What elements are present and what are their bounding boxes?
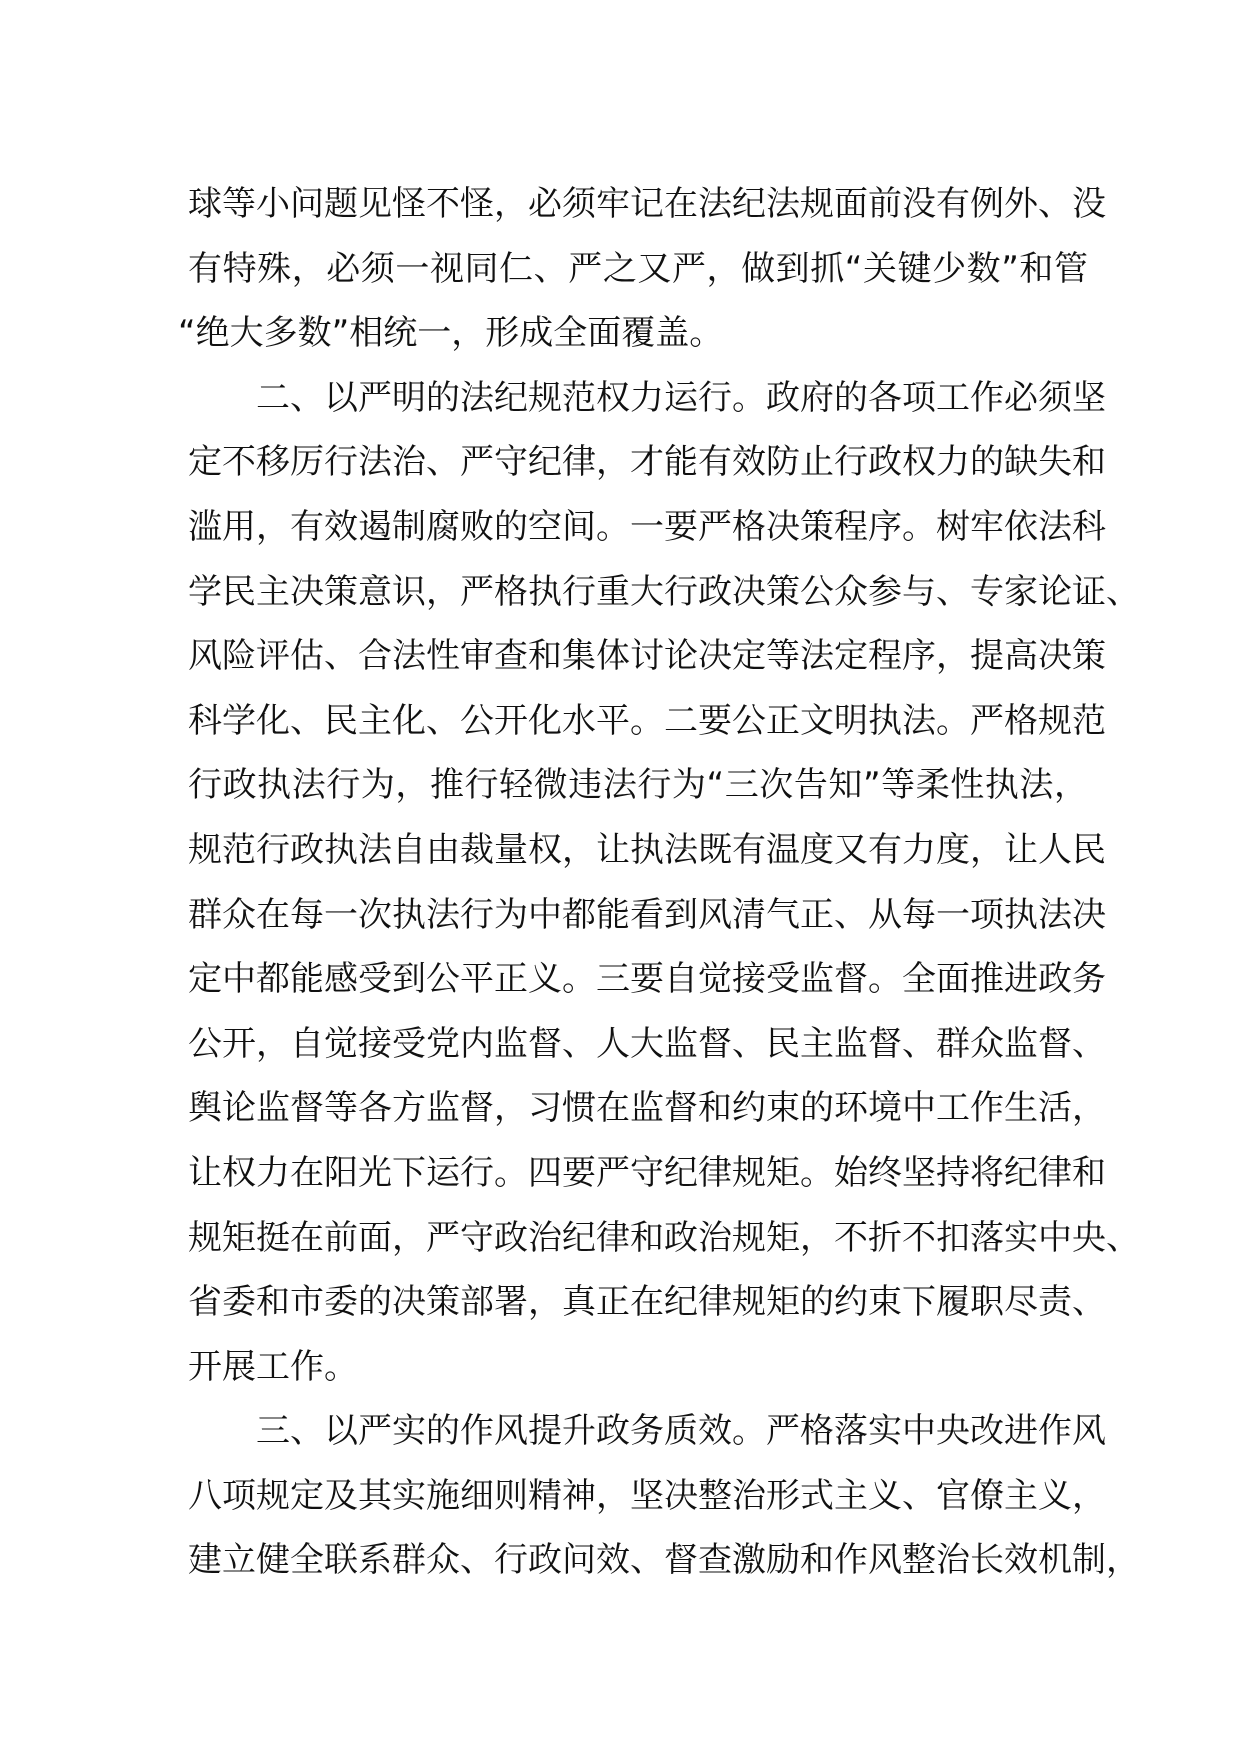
text-line-8: 风险评估、合法性审查和集体讨论决定等法定程序，提高决策 <box>188 636 1106 677</box>
text-line-10: 行政执法行为，推行轻微违法行为“三次告知”等柔性执法， <box>188 765 1088 806</box>
text-line-6: 滥用，有效遏制腐败的空间。一要严格决策程序。树牢依法科 <box>188 506 1106 547</box>
body-text <box>178 172 1140 1593</box>
text-line-7: 学民主决策意识，严格执行重大行政决策公众参与、专家论证、 <box>188 571 1140 612</box>
text-line-11: 规范行政执法自由裁量权，让执法既有温度又有力度，让人民 <box>188 829 1106 870</box>
text-line-9: 科学化、民主化、公开化水平。二要公正文明执法。严格规范 <box>188 700 1106 741</box>
text-line-22: 建立健全联系群众、行政问效、督查激励和作风整治长效机制， <box>188 1540 1140 1581</box>
text-line-19: 开展工作。 <box>188 1346 358 1387</box>
text-line-21: 八项规定及其实施细则精神，坚决整治形式主义、官僚主义， <box>188 1475 1106 1516</box>
text-line-3: “绝大多数”相统一，形成全面覆盖。 <box>178 313 724 354</box>
text-line-12: 群众在每一次执法行为中都能看到风清气正、从每一项执法决 <box>188 894 1106 935</box>
text-line-18: 省委和市委的决策部署，真正在纪律规矩的约束下履职尽责、 <box>188 1282 1106 1323</box>
text-line-2: 有特殊，必须一视同仁、严之又严，做到抓“关键少数”和管 <box>188 248 1088 289</box>
text-line-16: 让权力在阳光下运行。四要严守纪律规矩。始终坚持将纪律和 <box>188 1152 1106 1193</box>
text-line-4: 二、以严明的法纪规范权力运行。政府的各项工作必须坚 <box>188 377 1106 418</box>
text-line-14: 公开，自觉接受党内监督、人大监督、民主监督、群众监督、 <box>188 1023 1106 1064</box>
text-line-13: 定中都能感受到公平正义。三要自觉接受监督。全面推进政务 <box>188 959 1106 1000</box>
text-line-5: 定不移厉行法治、严守纪律，才能有效防止行政权力的缺失和 <box>188 442 1106 483</box>
text-line-1: 球等小问题见怪不怪，必须牢记在法纪法规面前没有例外、没 <box>188 184 1106 224</box>
text-line-20: 三、以严实的作风提升政务质效。严格落实中央改进作风 <box>188 1411 1106 1452</box>
text-line-15: 舆论监督等各方监督，习惯在监督和约束的环境中工作生活， <box>188 1088 1106 1129</box>
text-line-17: 规矩挺在前面，严守政治纪律和政治规矩，不折不扣落实中央、 <box>188 1217 1140 1258</box>
